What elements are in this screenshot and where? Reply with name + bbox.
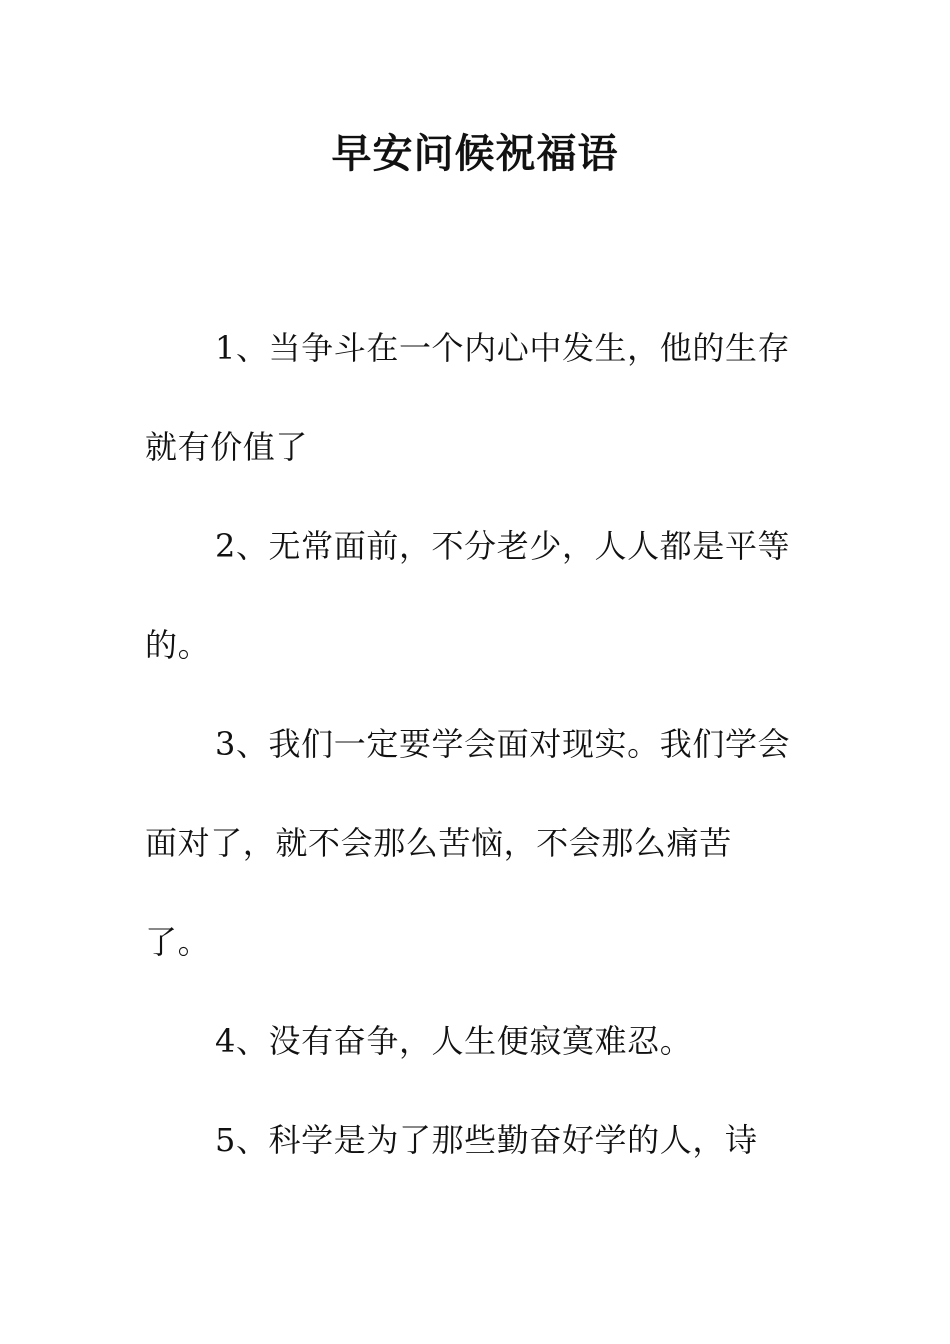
paragraph-2: 2、无常面前，不分老少，人人都是平等的。 bbox=[145, 527, 791, 664]
paragraph-3: 3、我们一定要学会面对现实。我们学会面对了，就不会那么苦恼，不会那么痛苦了。 bbox=[145, 725, 791, 961]
document-title: 早安问候祝福语 bbox=[331, 130, 619, 177]
paragraph-4: 4、没有奋争，人生便寂寞难忍。 bbox=[215, 1022, 693, 1060]
paragraph-1: 1、当争斗在一个内心中发生，他的生存就有价值了 bbox=[145, 329, 791, 466]
paragraph-5: 5、科学是为了那些勤奋好学的人，诗 bbox=[215, 1121, 758, 1159]
document-body bbox=[145, 299, 795, 1190]
